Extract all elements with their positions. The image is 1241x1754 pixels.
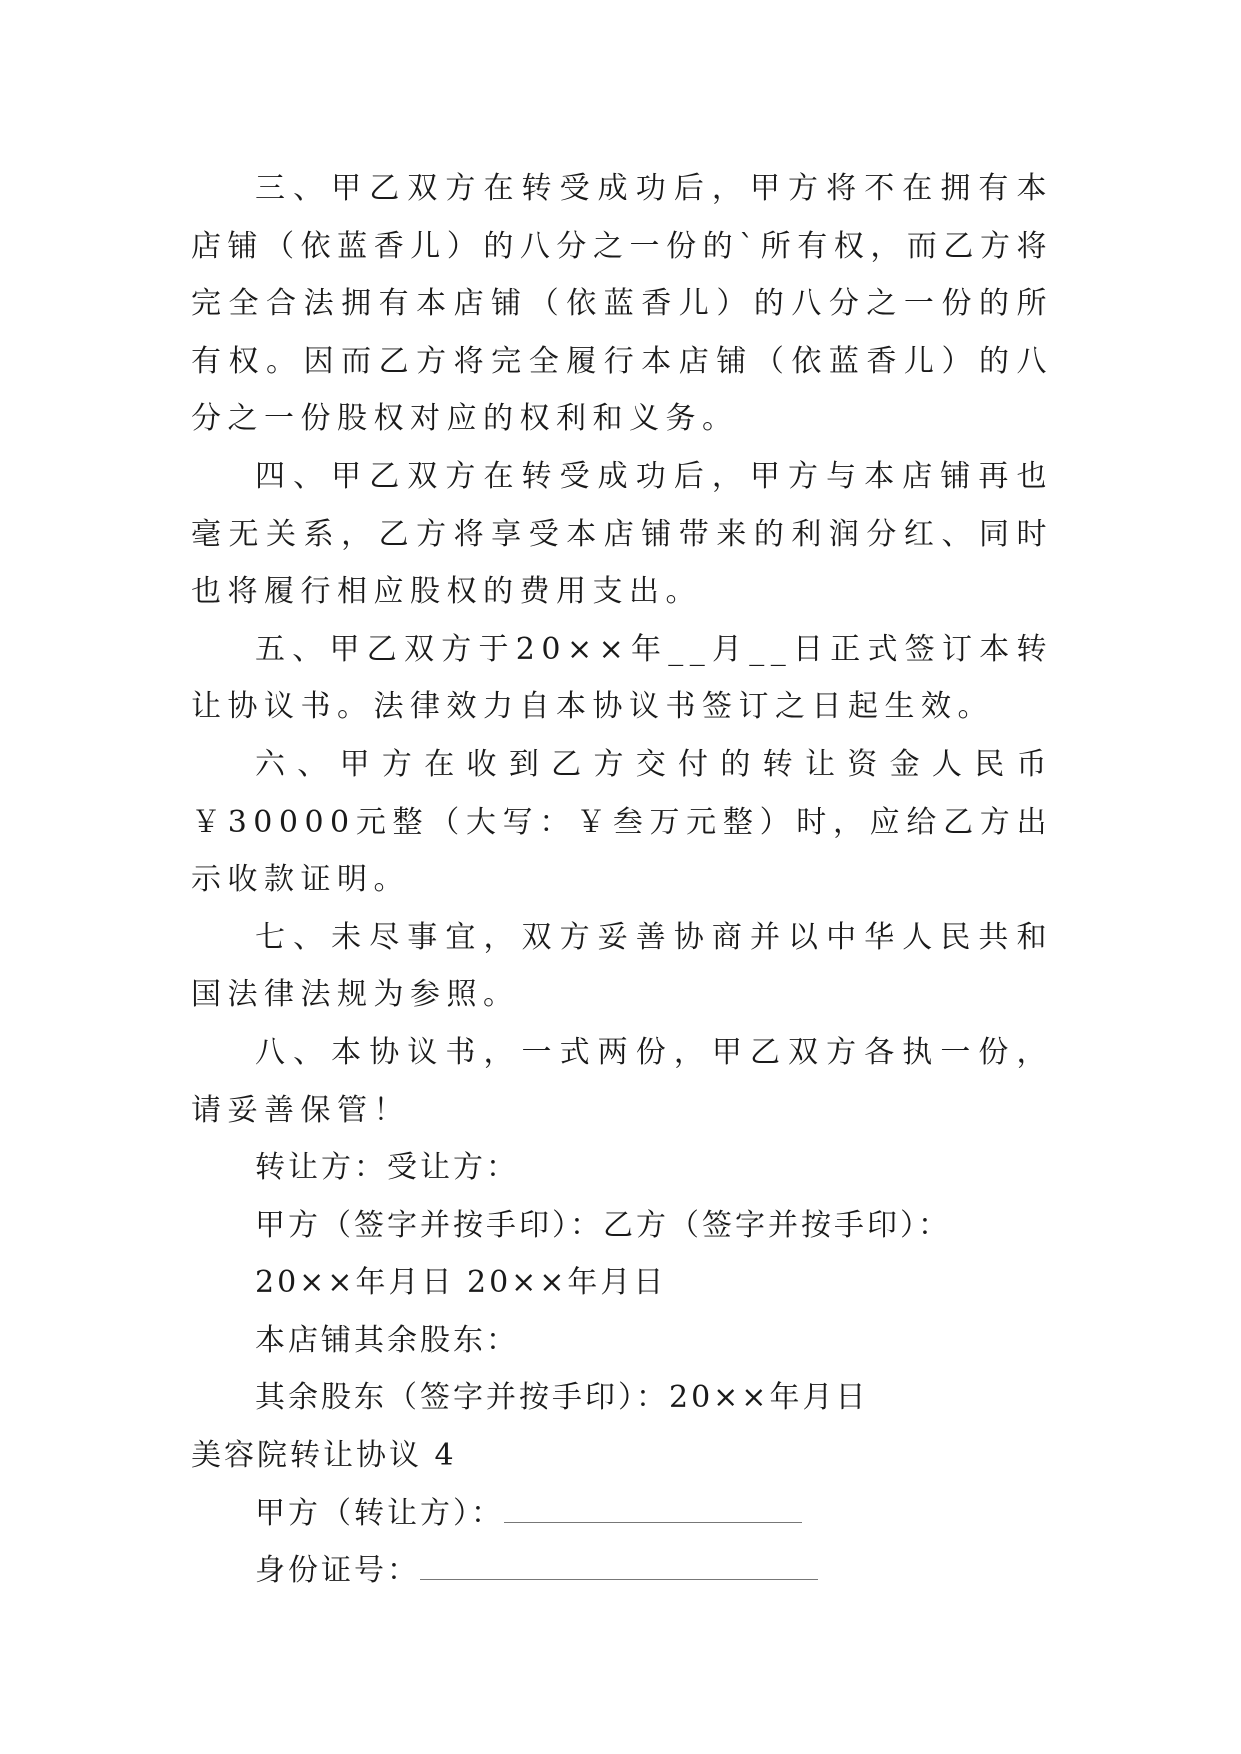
party-a-label: 甲方（转让方）： xyxy=(255,1495,504,1531)
party-a-blank xyxy=(504,1498,802,1523)
section-title: 美容院转让协议 4 xyxy=(191,1438,457,1474)
other-shareholders-sign-line: 其余股东（签字并按手印）：20××年月日 xyxy=(255,1380,869,1416)
party-a-line xyxy=(191,1485,1053,1543)
other-shareholders-header: 本店铺其余股东： xyxy=(255,1322,519,1358)
document-body xyxy=(191,160,1053,1600)
id-number-line xyxy=(191,1542,1053,1600)
signature-parties-line: 转让方：受让方： xyxy=(255,1150,519,1186)
clause-7: 七、未尽事宜，双方妥善协商并以中华人民共和国法律法规为参照。 xyxy=(191,919,1053,1013)
id-number-blank xyxy=(420,1555,818,1580)
signature-dates-line: 20××年月日 20××年月日 xyxy=(255,1265,667,1301)
clause-6: 六、甲方在收到乙方交付的转让资金人民币￥30000元整（大写：￥叁万元整）时，应给乙方出示收款证明。 xyxy=(191,746,1053,898)
clause-4: 四、甲乙双方在转受成功后，甲方与本店铺再也毫无关系，乙方将享受本店铺带来的利润分红、同时也将履行相应股权的费用支出。 xyxy=(191,458,1053,610)
signature-signers-line: 甲方（签字并按手印）：乙方（签字并按手印）： xyxy=(255,1207,951,1243)
clause-5: 五、甲乙双方于20××年__月__日正式签订本转让协议书。法律效力自本协议书签订之日起生效。 xyxy=(191,631,1053,725)
clause-8: 八、本协议书，一式两份，甲乙双方各执一份，请妥善保管！ xyxy=(191,1034,1053,1128)
id-number-label: 身份证号： xyxy=(255,1553,420,1589)
clause-3: 三、甲乙双方在转受成功后，甲方将不在拥有本店铺（依蓝香儿）的八分之一份的`所有权，而乙方将完全合法拥有本店铺（依蓝香儿）的八分之一份的所有权。因而乙方将完全履行本店铺（依蓝香儿）的八分之一份股权对应的权利和义务。 xyxy=(191,171,1053,437)
